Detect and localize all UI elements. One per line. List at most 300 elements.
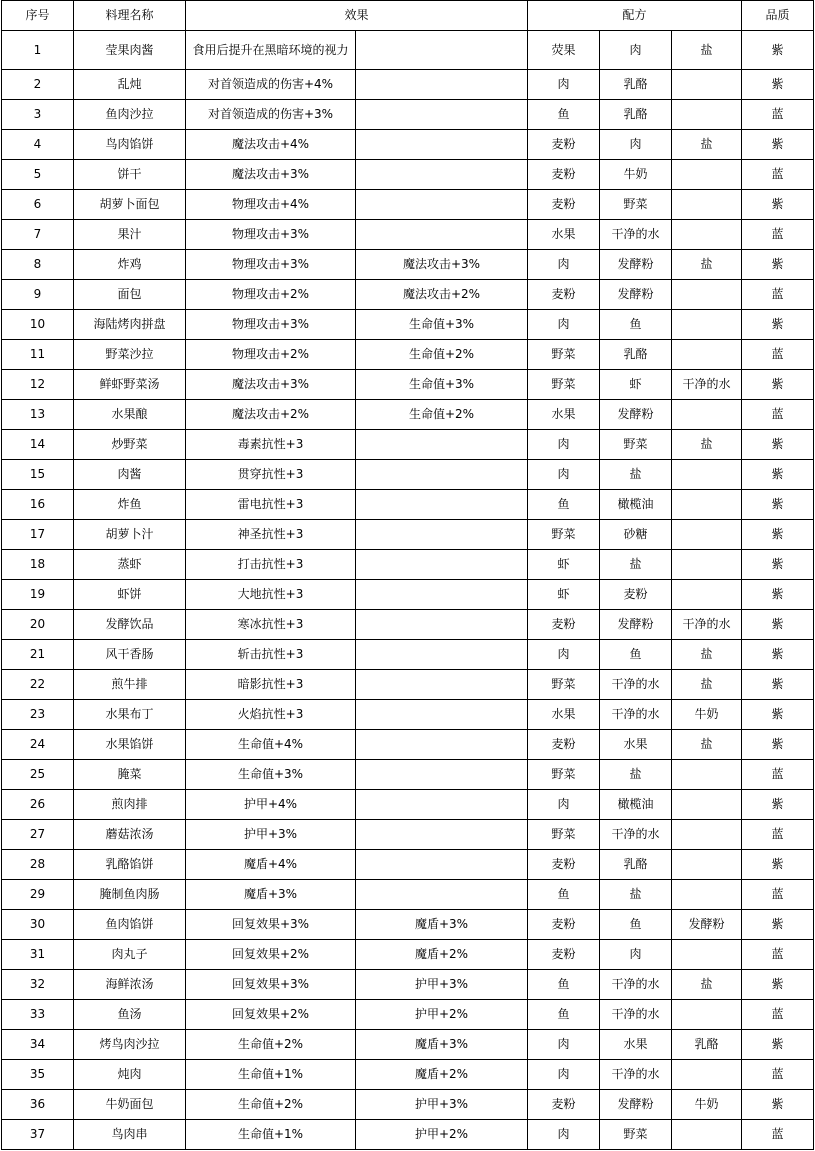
cell-ingredient-2: 发酵粉: [600, 1090, 672, 1120]
cell-effect-1: 生命值+4%: [186, 730, 356, 760]
cell-effect-1: 魔法攻击+4%: [186, 130, 356, 160]
cell-dish-name: 牛奶面包: [74, 1090, 186, 1120]
table-row: [2, 1090, 814, 1120]
cell-effect-2: [356, 610, 528, 640]
cell-effect-1: 对首领造成的伤害+4%: [186, 70, 356, 100]
cell-effect-2: [356, 100, 528, 130]
cell-ingredient-1: 肉: [528, 1060, 600, 1090]
cell-ingredient-2: 盐: [600, 880, 672, 910]
cell-ingredient-1: 野菜: [528, 370, 600, 400]
cell-ingredient-3: 牛奶: [672, 700, 742, 730]
cell-ingredient-2: 野菜: [600, 190, 672, 220]
cell-row-number: 36: [2, 1090, 74, 1120]
cell-quality: 蓝: [742, 340, 814, 370]
cell-effect-1: 回复效果+2%: [186, 940, 356, 970]
cell-quality: 紫: [742, 700, 814, 730]
cell-row-number: 33: [2, 1000, 74, 1030]
cell-row-number: 32: [2, 970, 74, 1000]
cell-ingredient-3: [672, 820, 742, 850]
header-effect: 效果: [186, 1, 528, 31]
cell-row-number: 13: [2, 400, 74, 430]
cell-effect-1: 魔法攻击+2%: [186, 400, 356, 430]
cell-effect-1: 物理攻击+3%: [186, 310, 356, 340]
cell-ingredient-1: 肉: [528, 460, 600, 490]
cell-quality: 紫: [742, 250, 814, 280]
cell-ingredient-1: 野菜: [528, 520, 600, 550]
cell-dish-name: 鸟肉串: [74, 1120, 186, 1150]
cell-quality: 蓝: [742, 760, 814, 790]
header-quality: 品质: [742, 1, 814, 31]
cell-ingredient-1: 野菜: [528, 670, 600, 700]
cell-effect-1: 物理攻击+3%: [186, 220, 356, 250]
cell-effect-1: 生命值+1%: [186, 1060, 356, 1090]
cell-ingredient-2: 水果: [600, 1030, 672, 1060]
cell-row-number: 9: [2, 280, 74, 310]
cell-effect-1: 生命值+1%: [186, 1120, 356, 1150]
table-row: [2, 1030, 814, 1060]
cell-ingredient-2: 鱼: [600, 310, 672, 340]
cell-ingredient-3: [672, 280, 742, 310]
table-row: [2, 130, 814, 160]
cell-ingredient-3: 发酵粉: [672, 910, 742, 940]
cell-ingredient-1: 麦粉: [528, 940, 600, 970]
table-row: [2, 400, 814, 430]
cell-effect-1: 魔盾+4%: [186, 850, 356, 880]
cell-dish-name: 果汁: [74, 220, 186, 250]
cell-ingredient-1: 麦粉: [528, 910, 600, 940]
cell-effect-1: 火焰抗性+3: [186, 700, 356, 730]
cell-quality: 紫: [742, 850, 814, 880]
cell-dish-name: 乱炖: [74, 70, 186, 100]
cell-ingredient-3: [672, 880, 742, 910]
cell-quality: 蓝: [742, 160, 814, 190]
cell-effect-2: [356, 220, 528, 250]
cell-effect-1: 斩击抗性+3: [186, 640, 356, 670]
table-row: [2, 70, 814, 100]
cell-dish-name: 蘑菇浓汤: [74, 820, 186, 850]
cell-effect-1: 护甲+4%: [186, 790, 356, 820]
cell-row-number: 31: [2, 940, 74, 970]
cell-row-number: 15: [2, 460, 74, 490]
cell-effect-1: 生命值+3%: [186, 760, 356, 790]
table-row: [2, 880, 814, 910]
table-body: [2, 31, 814, 1150]
cell-dish-name: 野菜沙拉: [74, 340, 186, 370]
cell-effect-2: 护甲+2%: [356, 1120, 528, 1150]
cell-quality: 蓝: [742, 400, 814, 430]
cell-ingredient-3: [672, 940, 742, 970]
cell-ingredient-1: 麦粉: [528, 850, 600, 880]
cell-ingredient-1: 水果: [528, 220, 600, 250]
cell-ingredient-3: 牛奶: [672, 1090, 742, 1120]
cell-ingredient-3: [672, 580, 742, 610]
cell-quality: 紫: [742, 190, 814, 220]
cell-ingredient-1: 鱼: [528, 1000, 600, 1030]
cell-dish-name: 鱼肉馅饼: [74, 910, 186, 940]
cell-dish-name: 鸟肉馅饼: [74, 130, 186, 160]
cell-dish-name: 鱼肉沙拉: [74, 100, 186, 130]
cell-dish-name: 炸鸡: [74, 250, 186, 280]
cell-dish-name: 莹果肉酱: [74, 31, 186, 70]
cell-ingredient-3: 盐: [672, 730, 742, 760]
cell-quality: 蓝: [742, 1060, 814, 1090]
cell-ingredient-2: 肉: [600, 31, 672, 70]
cell-dish-name: 炸鱼: [74, 490, 186, 520]
cell-ingredient-3: [672, 1120, 742, 1150]
cell-quality: 蓝: [742, 220, 814, 250]
cell-ingredient-1: 肉: [528, 1030, 600, 1060]
cell-ingredient-3: [672, 310, 742, 340]
cell-ingredient-3: [672, 1000, 742, 1030]
cell-row-number: 28: [2, 850, 74, 880]
cell-row-number: 26: [2, 790, 74, 820]
table-row: [2, 700, 814, 730]
table-row: [2, 820, 814, 850]
cell-quality: 紫: [742, 430, 814, 460]
cell-ingredient-3: [672, 790, 742, 820]
cell-ingredient-2: 乳酪: [600, 340, 672, 370]
cell-dish-name: 煎牛排: [74, 670, 186, 700]
cell-dish-name: 鱼汤: [74, 1000, 186, 1030]
cell-row-number: 30: [2, 910, 74, 940]
cell-effect-2: 魔盾+3%: [356, 1030, 528, 1060]
cell-dish-name: 风干香肠: [74, 640, 186, 670]
cell-ingredient-1: 肉: [528, 310, 600, 340]
cell-effect-2: 生命值+2%: [356, 400, 528, 430]
cell-quality: 紫: [742, 670, 814, 700]
table-row: [2, 580, 814, 610]
cell-quality: 紫: [742, 550, 814, 580]
cell-ingredient-2: 干净的水: [600, 220, 672, 250]
table-row: [2, 1060, 814, 1090]
cell-ingredient-3: 干净的水: [672, 370, 742, 400]
cell-ingredient-2: 乳酪: [600, 850, 672, 880]
table-row: [2, 940, 814, 970]
cell-ingredient-2: 盐: [600, 550, 672, 580]
cell-ingredient-2: 水果: [600, 730, 672, 760]
table-row: [2, 370, 814, 400]
cell-row-number: 19: [2, 580, 74, 610]
cell-ingredient-2: 肉: [600, 940, 672, 970]
cell-dish-name: 炒野菜: [74, 430, 186, 460]
cell-effect-2: 魔盾+2%: [356, 940, 528, 970]
header-row: [2, 1, 814, 31]
cell-effect-2: [356, 70, 528, 100]
cell-row-number: 20: [2, 610, 74, 640]
table-row: [2, 670, 814, 700]
cell-effect-1: 物理攻击+4%: [186, 190, 356, 220]
cell-dish-name: 腌制鱼肉肠: [74, 880, 186, 910]
cell-quality: 蓝: [742, 820, 814, 850]
table-row: [2, 910, 814, 940]
table-row: [2, 430, 814, 460]
cell-ingredient-2: 干净的水: [600, 700, 672, 730]
cell-quality: 紫: [742, 460, 814, 490]
cell-effect-2: 魔盾+2%: [356, 1060, 528, 1090]
cell-dish-name: 水果布丁: [74, 700, 186, 730]
cell-effect-2: 魔盾+3%: [356, 910, 528, 940]
cell-effect-2: 生命值+3%: [356, 310, 528, 340]
cell-ingredient-2: 发酵粉: [600, 610, 672, 640]
cell-effect-2: [356, 160, 528, 190]
cell-ingredient-1: 鱼: [528, 970, 600, 1000]
cell-ingredient-2: 干净的水: [600, 820, 672, 850]
cell-row-number: 22: [2, 670, 74, 700]
cell-effect-2: [356, 490, 528, 520]
cell-ingredient-3: 盐: [672, 430, 742, 460]
cell-effect-2: [356, 550, 528, 580]
cell-quality: 紫: [742, 490, 814, 520]
cell-dish-name: 水果馅饼: [74, 730, 186, 760]
cell-ingredient-3: [672, 1060, 742, 1090]
table-row: [2, 550, 814, 580]
cell-quality: 紫: [742, 610, 814, 640]
cell-ingredient-1: 肉: [528, 250, 600, 280]
cell-quality: 蓝: [742, 280, 814, 310]
cell-row-number: 12: [2, 370, 74, 400]
cell-ingredient-3: 干净的水: [672, 610, 742, 640]
cell-effect-2: [356, 820, 528, 850]
table-row: [2, 970, 814, 1000]
cell-effect-2: [356, 760, 528, 790]
cell-row-number: 3: [2, 100, 74, 130]
cell-quality: 紫: [742, 130, 814, 160]
cell-ingredient-2: 发酵粉: [600, 280, 672, 310]
cell-effect-2: [356, 670, 528, 700]
cell-quality: 蓝: [742, 100, 814, 130]
table-row: [2, 460, 814, 490]
header-no: 序号: [2, 1, 74, 31]
cell-ingredient-3: [672, 100, 742, 130]
cell-quality: 紫: [742, 1030, 814, 1060]
cell-quality: 紫: [742, 730, 814, 760]
cell-row-number: 29: [2, 880, 74, 910]
cell-quality: 紫: [742, 370, 814, 400]
cell-row-number: 14: [2, 430, 74, 460]
header-recipe: 配方: [528, 1, 742, 31]
cell-ingredient-2: 发酵粉: [600, 250, 672, 280]
cell-quality: 紫: [742, 70, 814, 100]
cell-row-number: 25: [2, 760, 74, 790]
cell-effect-1: 神圣抗性+3: [186, 520, 356, 550]
cell-quality: 蓝: [742, 880, 814, 910]
cell-effect-1: 魔盾+3%: [186, 880, 356, 910]
cell-ingredient-2: 干净的水: [600, 1060, 672, 1090]
cell-effect-2: [356, 520, 528, 550]
cell-effect-2: [356, 700, 528, 730]
cell-ingredient-1: 野菜: [528, 820, 600, 850]
cell-effect-2: [356, 31, 528, 70]
cell-ingredient-2: 野菜: [600, 1120, 672, 1150]
cell-ingredient-2: 鱼: [600, 910, 672, 940]
cell-effect-1: 食用后提升在黑暗环境的视力: [186, 31, 356, 70]
cell-effect-1: 回复效果+2%: [186, 1000, 356, 1030]
cell-ingredient-2: 砂糖: [600, 520, 672, 550]
cell-effect-2: [356, 730, 528, 760]
cell-ingredient-1: 虾: [528, 550, 600, 580]
cell-ingredient-3: 盐: [672, 31, 742, 70]
recipe-table: [1, 0, 814, 1150]
cell-ingredient-1: 麦粉: [528, 1090, 600, 1120]
cell-ingredient-1: 荧果: [528, 31, 600, 70]
cell-ingredient-1: 肉: [528, 70, 600, 100]
cell-dish-name: 烤鸟肉沙拉: [74, 1030, 186, 1060]
table-row: [2, 190, 814, 220]
cell-ingredient-1: 虾: [528, 580, 600, 610]
cell-ingredient-3: [672, 490, 742, 520]
cell-dish-name: 蒸虾: [74, 550, 186, 580]
cell-row-number: 1: [2, 31, 74, 70]
cell-ingredient-1: 野菜: [528, 340, 600, 370]
cell-dish-name: 海鲜浓汤: [74, 970, 186, 1000]
cell-quality: 蓝: [742, 1120, 814, 1150]
cell-ingredient-1: 麦粉: [528, 610, 600, 640]
cell-ingredient-2: 牛奶: [600, 160, 672, 190]
table-row: [2, 490, 814, 520]
cell-row-number: 5: [2, 160, 74, 190]
cell-ingredient-3: [672, 220, 742, 250]
cell-ingredient-3: 乳酪: [672, 1030, 742, 1060]
cell-effect-2: [356, 880, 528, 910]
cell-row-number: 35: [2, 1060, 74, 1090]
table-row: [2, 31, 814, 70]
cell-ingredient-1: 鱼: [528, 880, 600, 910]
cell-dish-name: 发酵饮品: [74, 610, 186, 640]
cell-ingredient-1: 水果: [528, 400, 600, 430]
cell-effect-1: 物理攻击+3%: [186, 250, 356, 280]
cell-ingredient-1: 鱼: [528, 100, 600, 130]
cell-ingredient-3: [672, 460, 742, 490]
cell-ingredient-1: 肉: [528, 430, 600, 460]
cell-ingredient-1: 野菜: [528, 760, 600, 790]
cell-effect-2: 护甲+3%: [356, 1090, 528, 1120]
cell-ingredient-3: [672, 160, 742, 190]
cell-ingredient-3: [672, 70, 742, 100]
cell-ingredient-2: 盐: [600, 760, 672, 790]
cell-effect-1: 回复效果+3%: [186, 910, 356, 940]
cell-effect-1: 护甲+3%: [186, 820, 356, 850]
cell-quality: 紫: [742, 640, 814, 670]
cell-dish-name: 腌菜: [74, 760, 186, 790]
cell-effect-2: [356, 790, 528, 820]
cell-effect-2: [356, 130, 528, 160]
cell-ingredient-2: 乳酪: [600, 100, 672, 130]
cell-effect-2: 魔法攻击+2%: [356, 280, 528, 310]
cell-row-number: 21: [2, 640, 74, 670]
cell-ingredient-3: [672, 850, 742, 880]
cell-row-number: 37: [2, 1120, 74, 1150]
cell-ingredient-1: 肉: [528, 640, 600, 670]
cell-row-number: 16: [2, 490, 74, 520]
table-row: [2, 640, 814, 670]
table-row: [2, 160, 814, 190]
table-row: [2, 100, 814, 130]
cell-effect-1: 贯穿抗性+3: [186, 460, 356, 490]
cell-effect-1: 魔法攻击+3%: [186, 370, 356, 400]
cell-ingredient-2: 鱼: [600, 640, 672, 670]
cell-row-number: 23: [2, 700, 74, 730]
header-name: 料理名称: [74, 1, 186, 31]
cell-row-number: 4: [2, 130, 74, 160]
cell-quality: 紫: [742, 310, 814, 340]
cell-ingredient-1: 鱼: [528, 490, 600, 520]
cell-row-number: 17: [2, 520, 74, 550]
cell-ingredient-3: [672, 760, 742, 790]
cell-ingredient-2: 干净的水: [600, 1000, 672, 1030]
cell-quality: 蓝: [742, 1000, 814, 1030]
cell-ingredient-1: 水果: [528, 700, 600, 730]
cell-dish-name: 虾饼: [74, 580, 186, 610]
cell-quality: 蓝: [742, 940, 814, 970]
cell-dish-name: 煎肉排: [74, 790, 186, 820]
table-row: [2, 250, 814, 280]
cell-ingredient-3: 盐: [672, 670, 742, 700]
cell-dish-name: 饼干: [74, 160, 186, 190]
cell-row-number: 27: [2, 820, 74, 850]
cell-effect-1: 暗影抗性+3: [186, 670, 356, 700]
cell-quality: 紫: [742, 910, 814, 940]
cell-effect-1: 毒素抗性+3: [186, 430, 356, 460]
cell-dish-name: 面包: [74, 280, 186, 310]
cell-row-number: 24: [2, 730, 74, 760]
cell-quality: 紫: [742, 31, 814, 70]
cell-ingredient-1: 麦粉: [528, 130, 600, 160]
cell-effect-1: 物理攻击+2%: [186, 340, 356, 370]
cell-dish-name: 胡萝卜汁: [74, 520, 186, 550]
cell-ingredient-3: 盐: [672, 130, 742, 160]
cell-ingredient-1: 麦粉: [528, 190, 600, 220]
cell-ingredient-2: 麦粉: [600, 580, 672, 610]
cell-row-number: 34: [2, 1030, 74, 1060]
cell-ingredient-2: 虾: [600, 370, 672, 400]
cell-dish-name: 鲜虾野菜汤: [74, 370, 186, 400]
cell-row-number: 7: [2, 220, 74, 250]
cell-ingredient-1: 麦粉: [528, 730, 600, 760]
table-row: [2, 1000, 814, 1030]
cell-effect-2: 魔法攻击+3%: [356, 250, 528, 280]
cell-ingredient-2: 肉: [600, 130, 672, 160]
cell-quality: 紫: [742, 970, 814, 1000]
cell-quality: 紫: [742, 520, 814, 550]
cell-effect-1: 寒冰抗性+3: [186, 610, 356, 640]
cell-quality: 紫: [742, 1090, 814, 1120]
cell-ingredient-3: 盐: [672, 640, 742, 670]
table-row: [2, 340, 814, 370]
cell-effect-1: 回复效果+3%: [186, 970, 356, 1000]
cell-effect-1: 打击抗性+3: [186, 550, 356, 580]
cell-dish-name: 胡萝卜面包: [74, 190, 186, 220]
table-row: [2, 760, 814, 790]
cell-effect-2: 护甲+3%: [356, 970, 528, 1000]
table-row: [2, 610, 814, 640]
table-row: [2, 1120, 814, 1150]
cell-effect-2: [356, 850, 528, 880]
cell-effect-2: [356, 190, 528, 220]
cell-quality: 紫: [742, 790, 814, 820]
cell-ingredient-2: 发酵粉: [600, 400, 672, 430]
cell-ingredient-3: 盐: [672, 970, 742, 1000]
cell-effect-1: 生命值+2%: [186, 1090, 356, 1120]
cell-effect-1: 物理攻击+2%: [186, 280, 356, 310]
cell-effect-1: 对首领造成的伤害+3%: [186, 100, 356, 130]
cell-dish-name: 乳酪馅饼: [74, 850, 186, 880]
cell-ingredient-2: 橄榄油: [600, 490, 672, 520]
table-row: [2, 280, 814, 310]
cell-row-number: 10: [2, 310, 74, 340]
cell-effect-2: [356, 430, 528, 460]
cell-ingredient-1: 肉: [528, 790, 600, 820]
cell-ingredient-2: 野菜: [600, 430, 672, 460]
